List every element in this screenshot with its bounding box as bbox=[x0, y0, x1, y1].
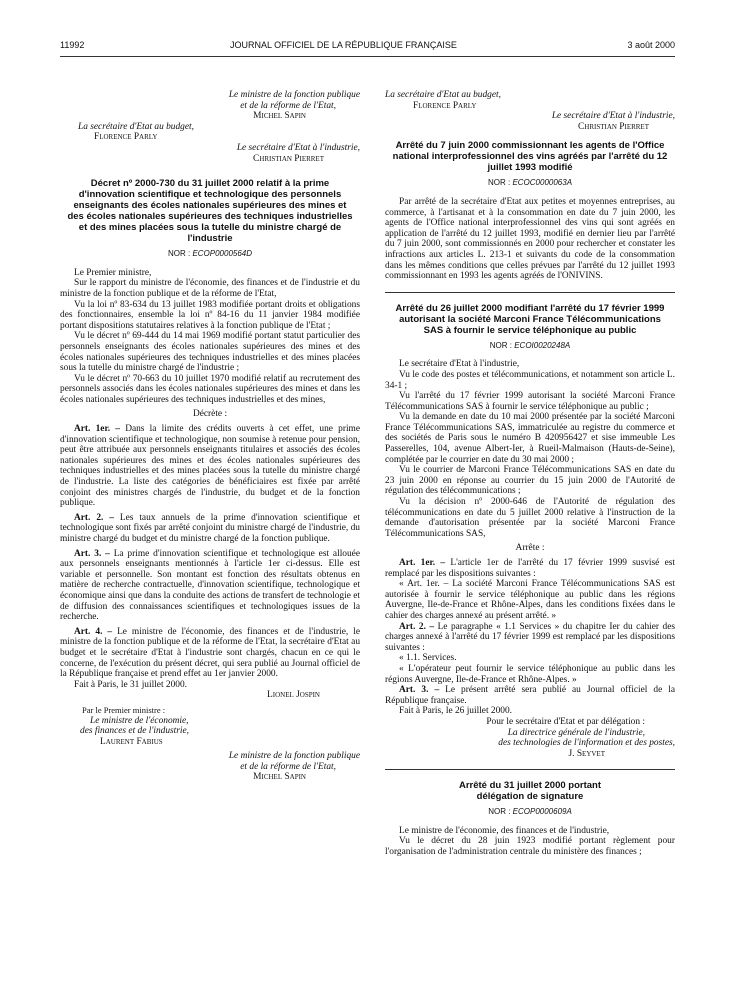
arrete-title: Arrêté du 31 juillet 2000 portant délégation de signature bbox=[458, 780, 601, 803]
paragraph: Vu la demande en date du 10 mai 2000 présentée par la société Marconi France Télécommunications SAS, immatriculée au registre du commerce et des sociétés de Paris sous le numéro B 420956427 et sise immeuble Les Passerelles, 104, avenue Albert-Ier, à Rueil-Malmaison (Hauts-de-Seine), complétée par le courrier en date du 30 mai 2000 ; bbox=[385, 412, 675, 465]
signature-role: Le secrétaire d'Etat à l'industrie, bbox=[551, 111, 675, 122]
par-premier-ministre: Par le Premier ministre : bbox=[82, 704, 166, 715]
nor-label: NOR : bbox=[487, 178, 511, 188]
signature-name: J. Seyvet bbox=[568, 748, 605, 759]
nor-reference bbox=[385, 178, 675, 189]
signature-name: Christian Pierret bbox=[253, 153, 324, 164]
article-1 bbox=[385, 558, 675, 579]
article-text: Le paragraphe « 1.1 Services » du chapitre Ier du cahier des charges annexé à l'arrêté du 17 février 1999 est remplacé par les dispositions suivantes : bbox=[385, 621, 675, 653]
paragraph: Vu le décret nº 69-444 du 14 mai 1969 modifié portant statut particulier des personnels enseignants des écoles nationales supérieures des mines et des écoles nationales supérieures des techniques industrielles et des mines placées sous la tutelle du ministre chargé de l'industrie ; bbox=[60, 331, 360, 374]
article-label: Art. 1er. – bbox=[399, 558, 446, 568]
section-divider bbox=[385, 769, 675, 770]
quoted-line: « L'opérateur peut fournir le service téléphonique au public dans les régions Auvergne, Ile-de-France et Rhône-Alpes. » bbox=[385, 663, 675, 685]
page-number: 11992 bbox=[60, 40, 85, 50]
journal-title: JOURNAL OFFICIEL DE LA RÉPUBLIQUE FRANÇAISE bbox=[230, 40, 457, 50]
nor-label: NOR : bbox=[488, 807, 511, 817]
nor-reference bbox=[60, 249, 360, 260]
arrete-heading: Arrête : bbox=[515, 543, 545, 554]
article-2 bbox=[385, 622, 675, 654]
paragraph: Sur le rapport du ministre de l'économie, des finances et de l'industrie et du ministre de la fonction publique et de la réforme de l'Etat, bbox=[60, 278, 360, 299]
signature-role: et de la réforme de l'Etat, bbox=[240, 761, 336, 772]
signature-name: Michel Sapin bbox=[253, 772, 306, 783]
decrete-heading: Décrète : bbox=[192, 409, 228, 420]
paragraph: Vu la loi nº 83-634 du 13 juillet 1983 modifiée portant droits et obligations des fonctionnaires, ensemble la loi nº 84-16 du 11 janvier 1984 modifiée portant dispositions statutaires relatives à la fonction publique de l'Etat ; bbox=[60, 299, 360, 331]
article-1 bbox=[60, 424, 360, 509]
article-label: Art. 2. – bbox=[74, 512, 114, 523]
article-text: Dans la limite des crédits ouverts à cet effet, une prime d'innovation scientifique et technologique, non soumise à retenue pour pension, peut être attribuée aux personnels enseignants titulaires et associés des écoles nationales supérieures des mines et des écoles nationales supérieures des techniques industrielles et des mines placées sous la tutelle du ministre chargé de l'industrie. La liste des catégories de bénéficiaires est fixée par arrêté conjoint des ministres chargés de l'industrie, du budget et de la fonction publique. bbox=[60, 424, 361, 509]
signature-name: Florence Parly bbox=[94, 132, 158, 143]
quoted-article: « Art. 1er. – La société Marconi France Télécommunications SAS est autorisée à fournir le service téléphonique au public dans les régions Auvergne, Ile-de-France et Rhône-Alpes, dans les conditions fixées dans le cahier des charges annexé au présent arrêté. » bbox=[385, 579, 675, 621]
paragraph: Vu le courrier de Marconi France Télécommunications SAS en date du 23 juin 2000 en réponse au courrier du 15 juin 2000 de l'Autorité de régulation des télécommunications ; bbox=[385, 465, 675, 497]
header-rule bbox=[60, 56, 675, 57]
article-4 bbox=[60, 627, 360, 680]
signature-role: des finances et de l'industrie, bbox=[80, 726, 190, 737]
right-column bbox=[385, 90, 675, 858]
arrete-title: Arrêté du 26 juillet 2000 modifiant l'arrêté du 17 février 1999 autorisant la société Marconi France Télécommunications SAS à fournir le service téléphonique au public bbox=[395, 302, 665, 336]
arrete-title: Arrêté du 7 juin 2000 commissionnant les agents de l'Office national interprofessionnel des vins agréés par l'arrêté du 12 juillet 1993 modifié bbox=[392, 140, 668, 174]
paragraph: Le ministre de l'économie, des finances et de l'industrie, bbox=[399, 825, 610, 836]
issue-date: 3 août 2000 bbox=[627, 40, 675, 50]
article-3 bbox=[60, 549, 360, 623]
article-text: Les taux annuels de la prime d'innovation scientifique et technologique sont fixés par arrêté conjoint du ministre chargé de l'industrie, du ministre chargé du budget et du ministre chargé de la fonction publique. bbox=[60, 512, 360, 544]
quoted-line: « 1.1. Services. bbox=[399, 653, 457, 664]
signature-role: Le ministre de la fonction publique bbox=[228, 751, 360, 762]
signature-name: Michel Sapin bbox=[253, 111, 306, 122]
nor-code: ECOP0000609A bbox=[512, 807, 572, 817]
article-label: Art. 2. – bbox=[399, 621, 435, 632]
paragraph: Le secrétaire d'Etat à l'industrie, bbox=[399, 359, 520, 370]
decree-title: Décret nº 2000-730 du 31 juillet 2000 relatif à la prime d'innovation scientifique et technologique des personnels enseignants des écoles nationales supérieures des mines et des écoles nationales supérieures des techniques industrielles et des mines placées sous la tutelle du ministre chargé de l'industrie bbox=[67, 178, 353, 245]
nor-code: ECOP0000564D bbox=[192, 249, 253, 259]
signature-role: La secrétaire d'Etat au budget, bbox=[385, 90, 501, 100]
signature-role: La directrice générale de l'industrie, bbox=[507, 727, 645, 738]
signature-name: Florence Parly bbox=[413, 100, 477, 111]
signature-role: Le secrétaire d'Etat à l'industrie, bbox=[236, 142, 360, 153]
nor-label: NOR : bbox=[489, 340, 512, 350]
nor-code: ECOC0000063A bbox=[512, 178, 573, 188]
signature-role: et de la réforme de l'Etat, bbox=[240, 100, 336, 111]
nor-reference bbox=[385, 341, 675, 352]
nor-code: ECOI0020248A bbox=[514, 340, 571, 350]
signature-name: Laurent Fabius bbox=[100, 736, 163, 747]
article-label: Art. 4. – bbox=[74, 626, 113, 637]
fait-line: Fait à Paris, le 26 juillet 2000. bbox=[399, 706, 513, 717]
section-divider bbox=[385, 292, 675, 293]
article-3 bbox=[385, 685, 675, 706]
article-text: Le ministre de l'économie, des finances et de l'industrie, le ministre de la fonction publique et de la réforme de l'Etat, la secrétaire d'Etat au budget et le secrétaire d'Etat à l'industrie sont chargés, chacun en ce qui le concerne, de l'exécution du présent décret, qui sera publié au Journal officiel de la République française et prend effet au 1er janvier 2000. bbox=[60, 626, 360, 680]
paragraph: Vu le code des postes et télécommunications, et notamment son article L. 34-1 ; bbox=[385, 369, 675, 391]
left-column bbox=[60, 90, 360, 783]
article-text: La prime d'innovation scientifique et technologique est allouée aux personnels enseignants mentionnés à l'article 1er ci-dessus. Elle est variable et personnelle. Son montant est fonction des résultats obtenus en matière de recherche contractuelle, d'innovation scientifique, technologique et économique ainsi que dans la conduite des actions de transfert de technologie et de diffusion des connaissances scientifiques et technologiques issues de la recherche. bbox=[60, 548, 360, 623]
paragraph: Le Premier ministre, bbox=[74, 267, 152, 278]
paragraph: Vu l'arrêté du 17 février 1999 autorisant la société Marconi France Télécommunications SAS à fournir le service téléphonique au public ; bbox=[385, 391, 675, 412]
article-2 bbox=[60, 513, 360, 545]
nor-reference bbox=[385, 807, 675, 818]
signature-name: Lionel Jospin bbox=[267, 690, 320, 701]
paragraph: Vu la décision nº 2000-646 de l'Autorité de régulation des télécommunications en date du 5 juillet 2000 relative à l'instruction de la demande d'autorisation présentée par la société Marconi France Télécommunications SAS, bbox=[385, 497, 675, 539]
article-text: Le présent arrêté sera publié au Journal officiel de la République française. bbox=[385, 685, 676, 706]
article-label: Art. 3. – bbox=[74, 548, 110, 559]
article-text: L'article 1er de l'arrêté du 17 février 1999 susvisé est remplacé par les dispositions suivantes : bbox=[385, 558, 676, 579]
signature-role: Le ministre de l'économie, bbox=[90, 715, 189, 726]
signature-role: Le ministre de la fonction publique bbox=[228, 90, 360, 100]
signature-role: La secrétaire d'Etat au budget, bbox=[78, 121, 194, 132]
delegation-line: Pour le secrétaire d'Etat et par délégation : bbox=[486, 716, 645, 727]
signature-name: Christian Pierret bbox=[578, 121, 649, 132]
paragraph: Vu le décret nº 70-663 du 10 juillet 1970 modifié relatif au recrutement des personnels associés dans les écoles nationales supérieures des mines et dans les écoles nationales supérieures des techniques industrielles et des mines, bbox=[60, 373, 360, 405]
page-header bbox=[60, 40, 675, 54]
paragraph: Par arrêté de la secrétaire d'Etat aux petites et moyennes entreprises, au commerce, à l'artisanat et à la consommation en date du 7 juin 2000, les agents de l'Office national interprofessionnel des vins qui sont agréés en application de l'arrêté du 12 juillet 1993, modifié en dernier lieu par l'arrêté du 7 juin 2000, sont commissionnés en 2000 pour rechercher et constater les infractions aux articles L. 213-1 et suivants du code de la consommation dans les mêmes conditions que celles prévues par l'arrêté du 12 juillet 1993 commissionnant en 1993 les agents agréés de l'ONIVINS. bbox=[385, 196, 675, 282]
paragraph: Vu le décret du 28 juin 1923 modifié portant règlement pour l'organisation de l'administration centrale du ministère des finances ; bbox=[385, 836, 675, 858]
article-label: Art. 1er. – bbox=[74, 424, 120, 435]
signature-role: des technologies de l'information et des postes, bbox=[498, 738, 675, 749]
nor-label: NOR : bbox=[167, 249, 191, 259]
fait-line: Fait à Paris, le 31 juillet 2000. bbox=[74, 679, 188, 690]
article-label: Art. 3. – bbox=[399, 685, 440, 696]
